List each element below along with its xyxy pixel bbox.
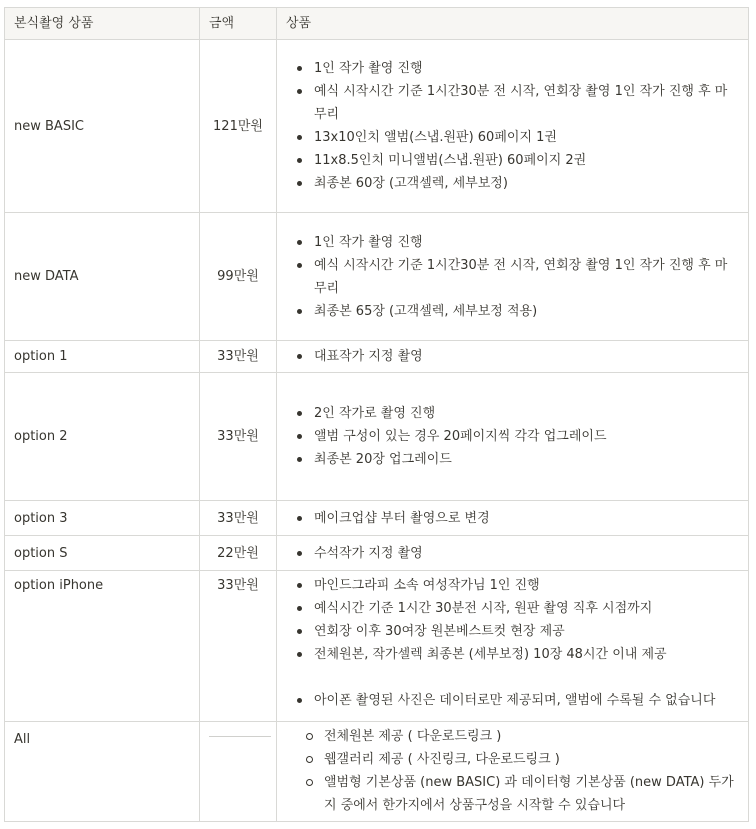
product-table — [4, 7, 749, 822]
table-row — [5, 373, 749, 501]
detail-list — [286, 402, 739, 471]
product-price: 121만원 — [200, 40, 277, 213]
product-details — [277, 341, 749, 373]
table-row — [5, 571, 749, 722]
detail-list — [286, 57, 739, 195]
list-item: 1인 작가 촬영 진행 — [314, 57, 739, 80]
list-item: 최종본 20장 업그레이드 — [314, 448, 739, 471]
product-name: new BASIC — [5, 40, 200, 213]
list-item: 13x10인치 앨범(스냅.원판) 60페이지 1권 — [314, 126, 739, 149]
product-name: option 2 — [5, 373, 200, 501]
list-item: 아이폰 촬영된 사진은 데이터로만 제공되며, 앨범에 수록될 수 없습니다 — [314, 689, 739, 712]
list-item: 1인 작가 촬영 진행 — [314, 231, 739, 254]
product-details — [277, 213, 749, 341]
list-item: 메이크업샵 부터 촬영으로 변경 — [314, 507, 739, 530]
header-price: 금액 — [200, 8, 277, 40]
price-divider — [209, 736, 271, 737]
detail-list — [286, 345, 739, 368]
product-details — [277, 40, 749, 213]
product-name: option S — [5, 536, 200, 571]
table-row — [5, 213, 749, 341]
list-item: 2인 작가로 촬영 진행 — [314, 402, 739, 425]
detail-list — [286, 231, 739, 323]
list-item: 마인드그라피 소속 여성작가님 1인 진행 — [314, 574, 739, 597]
detail-list — [286, 542, 739, 565]
product-price: 33만원 — [200, 373, 277, 501]
list-item: 수석작가 지정 촬영 — [314, 542, 739, 565]
list-item: 전체원본, 작가셀렉 최종본 (세부보정) 10장 48시간 이내 제공 — [314, 643, 739, 666]
product-details — [277, 722, 749, 822]
list-item: 최종본 65장 (고객셀렉, 세부보정 적용) — [314, 300, 739, 323]
product-name: option 3 — [5, 501, 200, 536]
list-item: 앨범 구성이 있는 경우 20페이지씩 각각 업그레이드 — [314, 425, 739, 448]
detail-list — [286, 725, 739, 817]
list-item: 예식 시작시간 기준 1시간30분 전 시작, 연회장 촬영 1인 작가 진행 후 마무리 — [314, 254, 739, 300]
product-details — [277, 536, 749, 571]
list-item: 전체원본 제공 ( 다운로드링크 ) — [324, 725, 739, 748]
product-details — [277, 373, 749, 501]
product-name: option iPhone — [5, 571, 200, 722]
list-item: 최종본 60장 (고객셀렉, 세부보정) — [314, 172, 739, 195]
table-row — [5, 722, 749, 822]
list-item: 웹갤러리 제공 ( 사진링크, 다운로드링크 ) — [324, 748, 739, 771]
table-header-row — [5, 8, 749, 40]
detail-list — [286, 574, 739, 712]
header-details: 상품 — [277, 8, 749, 40]
product-price: 99만원 — [200, 213, 277, 341]
product-name: All — [5, 722, 200, 822]
table-row — [5, 501, 749, 536]
product-details — [277, 571, 749, 722]
list-item: 예식 시작시간 기준 1시간30분 전 시작, 연회장 촬영 1인 작가 진행 후 마무리 — [314, 80, 739, 126]
product-name: new DATA — [5, 213, 200, 341]
list-item: 예식시간 기준 1시간 30분전 시작, 원판 촬영 직후 시점까지 — [314, 597, 739, 620]
list-item: 연회장 이후 30여장 원본베스트컷 현장 제공 — [314, 620, 739, 643]
product-price: 33만원 — [200, 501, 277, 536]
list-item: 대표작가 지정 촬영 — [314, 345, 739, 368]
product-details — [277, 501, 749, 536]
product-price: 33만원 — [200, 571, 277, 722]
product-name: option 1 — [5, 341, 200, 373]
list-item: 11x8.5인치 미니앨범(스냅.원판) 60페이지 2권 — [314, 149, 739, 172]
table-row — [5, 341, 749, 373]
table-row — [5, 536, 749, 571]
table-row — [5, 40, 749, 213]
product-price: 33만원 — [200, 341, 277, 373]
header-product-name: 본식촬영 상품 — [5, 8, 200, 40]
product-price — [200, 722, 277, 822]
product-price: 22만원 — [200, 536, 277, 571]
detail-list — [286, 507, 739, 530]
list-item: 앨범형 기본상품 (new BASIC) 과 데이터형 기본상품 (new DATA) 두가지 중에서 한가지에서 상품구성을 시작할 수 있습니다 — [324, 771, 739, 817]
